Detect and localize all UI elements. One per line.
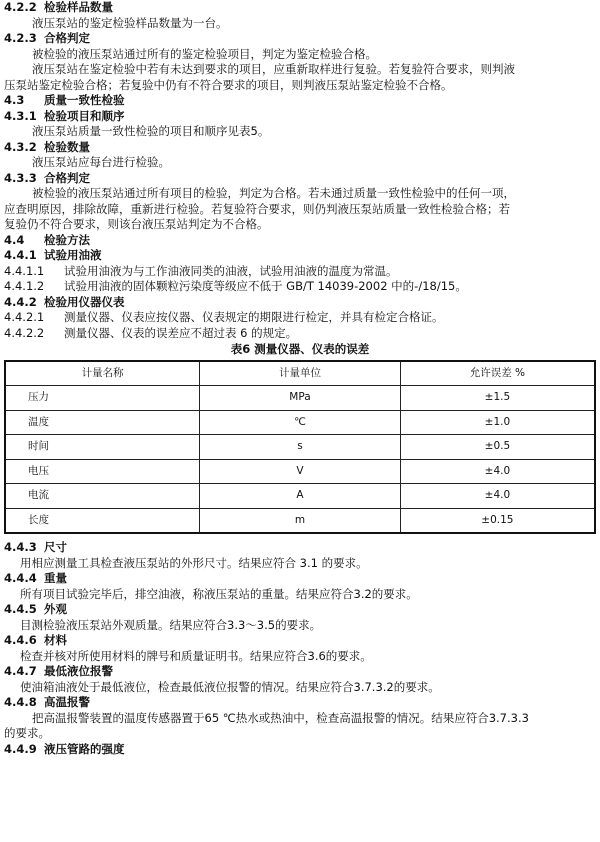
- heading-4-4-5: [4, 602, 596, 618]
- section-number: 4.4.5: [4, 602, 37, 616]
- section-title: 合格判定: [44, 170, 91, 185]
- paragraph: 检查并核对所使用材料的牌号和质量证明书。结果应符合3.6的要求。: [20, 648, 372, 663]
- heading-4-4-6: [4, 633, 596, 649]
- clause-4-4-1-2: [4, 279, 596, 295]
- section-number: 4.4.1: [4, 248, 37, 262]
- section-number: 4.4.6: [4, 633, 37, 647]
- paragraph: 液压泵站质量一致性检验的项目和顺序见表5。: [32, 124, 270, 138]
- clause-4-4-1-1: [4, 264, 596, 280]
- clause-text: 测量仪器、仪表应按仪器、仪表规定的期限进行检定，并具有检定合格证。: [64, 310, 444, 324]
- cell-error: ±4.0: [400, 459, 595, 484]
- table-row: [5, 508, 595, 533]
- section-number: 4.2.3: [4, 31, 37, 45]
- paragraph-continued: 的要求。: [4, 726, 50, 740]
- heading-4-4-7: [4, 664, 596, 680]
- cell-error: ±0.15: [400, 508, 595, 533]
- cell-name: 压力: [5, 386, 200, 411]
- paragraph: 用相应测量工具检查液压泵站的外形尺寸。结果应符合 3.1 的要求。: [20, 555, 368, 570]
- cell-error: ±1.5: [400, 386, 595, 411]
- cell-unit: m: [200, 508, 401, 533]
- cell-name: 长度: [5, 508, 200, 533]
- clause-text: 测量仪器、仪表的误差应不超过表 6 的规定。: [64, 325, 298, 340]
- paragraph: 液压泵站在鉴定检验中若有未达到要求的项目，应重新取样进行复验。若复验符合要求，则判液: [32, 62, 515, 76]
- cell-name: 电压: [5, 459, 200, 484]
- table-row: [5, 435, 595, 460]
- paragraph: 使油箱油液处于最低液位，检查最低液位报警的情况。结果应符合3.7.3.2的要求。: [20, 679, 440, 694]
- cell-unit: ℃: [200, 410, 401, 435]
- paragraph-continued: 复验仍不符合要求，则该台液压泵站判定为不合格。: [4, 217, 269, 231]
- heading-4-2-2: [4, 0, 596, 16]
- cell-error: ±1.0: [400, 410, 595, 435]
- cell-unit: V: [200, 459, 401, 484]
- heading-4-4-2: [4, 295, 596, 311]
- header-name: 计量名称: [5, 361, 200, 386]
- section-number: 4.3: [4, 93, 25, 107]
- heading-4-4-3: [4, 540, 596, 556]
- cell-name: 温度: [5, 410, 200, 435]
- section-title: 最低液位报警: [44, 664, 114, 678]
- paragraph: 液压泵站的鉴定检验样品数量为一台。: [32, 15, 228, 30]
- clause-4-4-2-1: [4, 310, 596, 326]
- heading-4-3-1: [4, 109, 596, 125]
- table-row: [5, 459, 595, 484]
- heading-4-3-2: [4, 140, 596, 156]
- clause-text: 试验用油液为与工作油液同类的油液，试验用油液的温度为常温。: [64, 263, 398, 278]
- paragraph: 被检验的液压泵站通过所有的鉴定检验项目，判定为鉴定检验合格。: [32, 46, 377, 61]
- section-number: 4.4.7: [4, 664, 37, 678]
- section-number: 4.4.3: [4, 540, 37, 554]
- section-number: 4.4.4: [4, 571, 37, 585]
- section-number: 4.4: [4, 232, 25, 247]
- paragraph-continued: 压泵站鉴定检验合格；若复验中仍有不符合要求的项目，则判液压泵站鉴定检验不合格。: [4, 77, 453, 92]
- section-title: 检验数量: [44, 139, 91, 154]
- section-title: 高温报警: [44, 695, 91, 709]
- section-number: 4.3.3: [4, 170, 37, 185]
- cell-name: 电流: [5, 484, 200, 509]
- cell-error: ±0.5: [400, 435, 595, 460]
- table-row: [5, 484, 595, 509]
- paragraph: 目测检验液压泵站外观质量。结果应符合3.3～3.5的要求。: [20, 617, 322, 632]
- section-number: 4.4.9: [4, 741, 37, 756]
- cell-unit: A: [200, 484, 401, 509]
- cell-error: ±4.0: [400, 484, 595, 509]
- heading-4-4-4: [4, 571, 596, 587]
- table-row: [5, 410, 595, 435]
- section-title: 合格判定: [44, 31, 91, 45]
- header-error: 允许误差 %: [400, 361, 595, 386]
- paragraph: 被检验的液压泵站通过所有项目的检验，判定为合格。若未通过质量一致性检验中的任何一项，: [32, 186, 515, 200]
- section-title: 重量: [44, 571, 68, 585]
- section-number: 4.3.1: [4, 108, 37, 123]
- clause-4-4-2-2: [4, 326, 596, 342]
- table-header-row: [5, 361, 595, 386]
- section-number: 4.4.2: [4, 294, 37, 309]
- heading-4-3: [4, 93, 596, 109]
- heading-4-4: [4, 233, 596, 249]
- table-row: [5, 386, 595, 411]
- paragraph-continued: 应查明原因，排除故障，重新进行检验。若复验符合要求，则仍判液压泵站质量一致性检验合格；若: [4, 201, 510, 216]
- cell-unit: s: [200, 435, 401, 460]
- section-title: 材料: [44, 633, 68, 647]
- section-title: 液压管路的强度: [44, 741, 125, 756]
- section-title: 检验方法: [44, 232, 91, 247]
- heading-4-4-9: [4, 742, 596, 758]
- heading-4-4-8: [4, 695, 596, 711]
- document-content: [4, 0, 596, 757]
- clause-number: 4.4.2.2: [4, 325, 45, 340]
- header-unit: 计量单位: [200, 361, 401, 386]
- paragraph: 所有项目试验完毕后，排空油液，称液压泵站的重量。结果应符合3.2的要求。: [20, 586, 418, 601]
- section-number: 4.4.8: [4, 695, 37, 709]
- paragraph: 液压泵站应每台进行检验。: [32, 155, 170, 169]
- section-title: 质量一致性检验: [44, 93, 125, 107]
- section-title: 检验用仪器仪表: [44, 294, 125, 309]
- cell-unit: MPa: [200, 386, 401, 411]
- section-title: 检验项目和顺序: [44, 108, 125, 123]
- heading-4-3-3: [4, 171, 596, 187]
- paragraph: 把高温报警装置的温度传感器置于65 ℃热水或热油中，检查高温报警的情况。结果应符合3.7.3.3: [32, 710, 529, 725]
- heading-4-2-3: [4, 31, 596, 47]
- section-title: 试验用油液: [44, 248, 102, 262]
- clause-text: 试验用油液的固体颗粒污染度等级应不低于 GB/T 14039-2002 中的-/18/15。: [64, 279, 467, 293]
- section-number: 4.2.2: [4, 0, 37, 14]
- cell-name: 时间: [5, 435, 200, 460]
- table-title: 表6 测量仪器、仪表的误差: [230, 342, 370, 356]
- section-title: 尺寸: [44, 540, 68, 554]
- clause-number: 4.4.2.1: [4, 310, 45, 324]
- section-title: 检验样品数量: [44, 0, 114, 14]
- section-title: 外观: [44, 602, 68, 616]
- section-number: 4.3.2: [4, 139, 37, 154]
- heading-4-4-1: [4, 248, 596, 264]
- clause-number: 4.4.1.2: [4, 279, 45, 293]
- error-table: [4, 360, 596, 535]
- clause-number: 4.4.1.1: [4, 263, 45, 278]
